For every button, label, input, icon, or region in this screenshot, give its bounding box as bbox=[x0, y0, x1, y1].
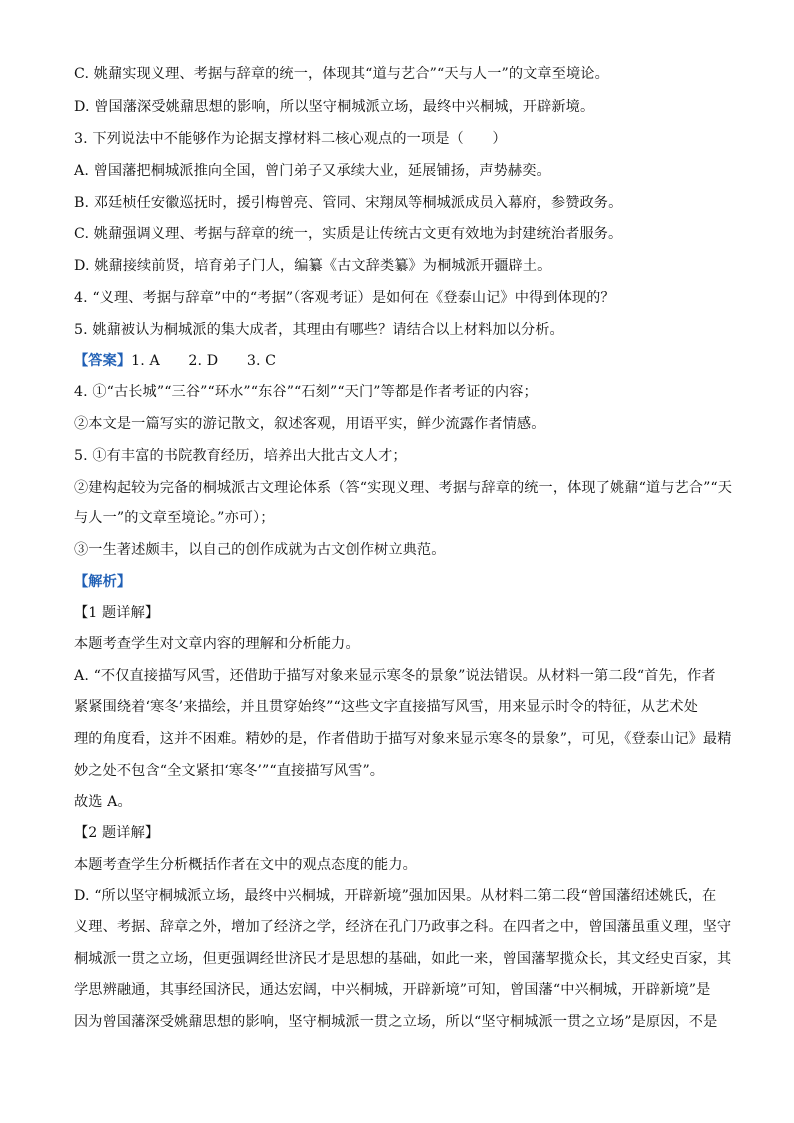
q2-detail-tag: 【2 题详解】 bbox=[74, 825, 160, 841]
q1-detail-heading bbox=[74, 603, 724, 623]
answer-line bbox=[74, 351, 724, 371]
q3-option-d-line: D. 姚鼐接续前贤，培育弟子门人，编纂《古文辞类纂》为桐城派开疆辟土。 bbox=[74, 258, 552, 274]
answer-tag: 【答案】 bbox=[74, 353, 132, 369]
q1-analysis-line-3: 理的角度看，这并不困难。精妙的是，作者借助于描写对象来显示寒冬的景象”，可见，《登泰山记》最精 bbox=[74, 731, 732, 747]
q1-analysis-line-2: 紧紧围绕着‘寒冬’来描绘，并且贯穿始终”“这些文字直接描写风雪，用来显示时令的特征，从艺术处 bbox=[74, 699, 699, 715]
q2-analysis-line-3: 桐城派一贯之立场，但更强调经世济民才是思想的基础，如此一来，曾国藩挈揽众长，其文经史百家，其 bbox=[74, 951, 732, 967]
answer-4-line-1: 4. ①“古长城”“三谷”“环水”“东谷”“石刻”“天门”等都是作者考证的内容； bbox=[74, 384, 538, 400]
q2-analysis-line-4: 学思辨融通，其事经国济民，通达宏阔，中兴桐城，开辟新境”可知，曾国藩“中兴桐城，开辟新境”是 bbox=[74, 982, 711, 998]
answer-5-line-1: 5. ①有丰富的书院教育经历，培养出大批古文人才； bbox=[74, 448, 407, 464]
q1-detail-tag: 【1 题详解】 bbox=[74, 605, 160, 621]
q2-intro-line: 本题考查学生分析概括作者在文中的观点态度的能力。 bbox=[74, 857, 417, 873]
question-4-line: 4. “义理、考据与辞章”中的“考据”（客观考证）是如何在《登泰山记》中得到体现的？ bbox=[74, 290, 615, 306]
answer-5-line-3: 与人一”的文章至境论。”亦可）； bbox=[74, 510, 275, 526]
answer-values: 1. A 2. D 3. C bbox=[131, 353, 277, 369]
analysis-tag: 【解析】 bbox=[74, 574, 132, 590]
q1-analysis-line-4: 妙之处不包含“全文紧扣‘寒冬’”“直接描写风雪”。 bbox=[74, 763, 385, 779]
option-d-line: D. 曾国藩深受姚鼐思想的影响，所以坚守桐城派立场，最终中兴桐城，开辟新境。 bbox=[74, 99, 595, 115]
question-5-line: 5. 姚鼐被认为桐城派的集大成者，其理由有哪些？请结合以上材料加以分析。 bbox=[74, 322, 564, 338]
analysis-heading bbox=[74, 572, 724, 592]
q2-analysis-line-5: 因为曾国藩深受姚鼐思想的影响，坚守桐城派一贯之立场，所以“坚守桐城派一贯之立场”是原因，不是 bbox=[74, 1014, 718, 1030]
answer-5-line-2: ②建构起较为完备的桐城派古文理论体系（答“实现义理、考据与辞章的统一，体现了姚鼐“道与艺合”“天 bbox=[74, 480, 733, 496]
option-c-line: C. 姚鼐实现义理、考据与辞章的统一，体现其“道与艺合”“天与人一”的文章至境论。 bbox=[74, 66, 609, 82]
question-3-line: 3. 下列说法中不能够作为论据支撑材料二核心观点的一项是（ ） bbox=[74, 131, 507, 147]
q3-option-b-line: B. 邓廷桢任安徽巡抚时，援引梅曾亮、管同、宋翔凤等桐城派成员入幕府，参赞政务。 bbox=[74, 195, 623, 211]
q1-analysis-line-1: A. “不仅直接描写风雪，还借助于描写对象来显示寒冬的景象”说法错误。从材料一第二段“首先，作者 bbox=[74, 668, 716, 684]
q1-conclusion-line: 故选 A。 bbox=[74, 794, 132, 810]
q3-option-a-line: A. 曾国藩把桐城派推向全国，曾门弟子又承续大业，延展铺扬，声势赫奕。 bbox=[74, 163, 551, 179]
q1-intro-line: 本题考查学生对文章内容的理解和分析能力。 bbox=[74, 636, 360, 652]
answer-5-line-4: ③一生著述颇丰，以自己的创作成就为古文创作树立典范。 bbox=[74, 542, 446, 558]
answer-4-line-2: ②本文是一篇写实的游记散文，叙述客观，用语平实，鲜少流露作者情感。 bbox=[74, 416, 546, 432]
q2-analysis-line-2: 义理、考据、辞章之外，增加了经济之学，经济在孔门乃政事之科。在四者之中，曾国藩虽重义理，坚守 bbox=[74, 919, 732, 935]
q3-option-c-line: C. 姚鼐强调义理、考据与辞章的统一，实质是让传统古文更有效地为封建统治者服务。 bbox=[74, 226, 623, 242]
q2-detail-heading bbox=[74, 823, 724, 843]
q2-analysis-line-1: D. “所以坚守桐城派立场，最终中兴桐城，开辟新境”强加因果。从材料二第二段“曾国藩绍述姚氏，在 bbox=[74, 888, 717, 904]
